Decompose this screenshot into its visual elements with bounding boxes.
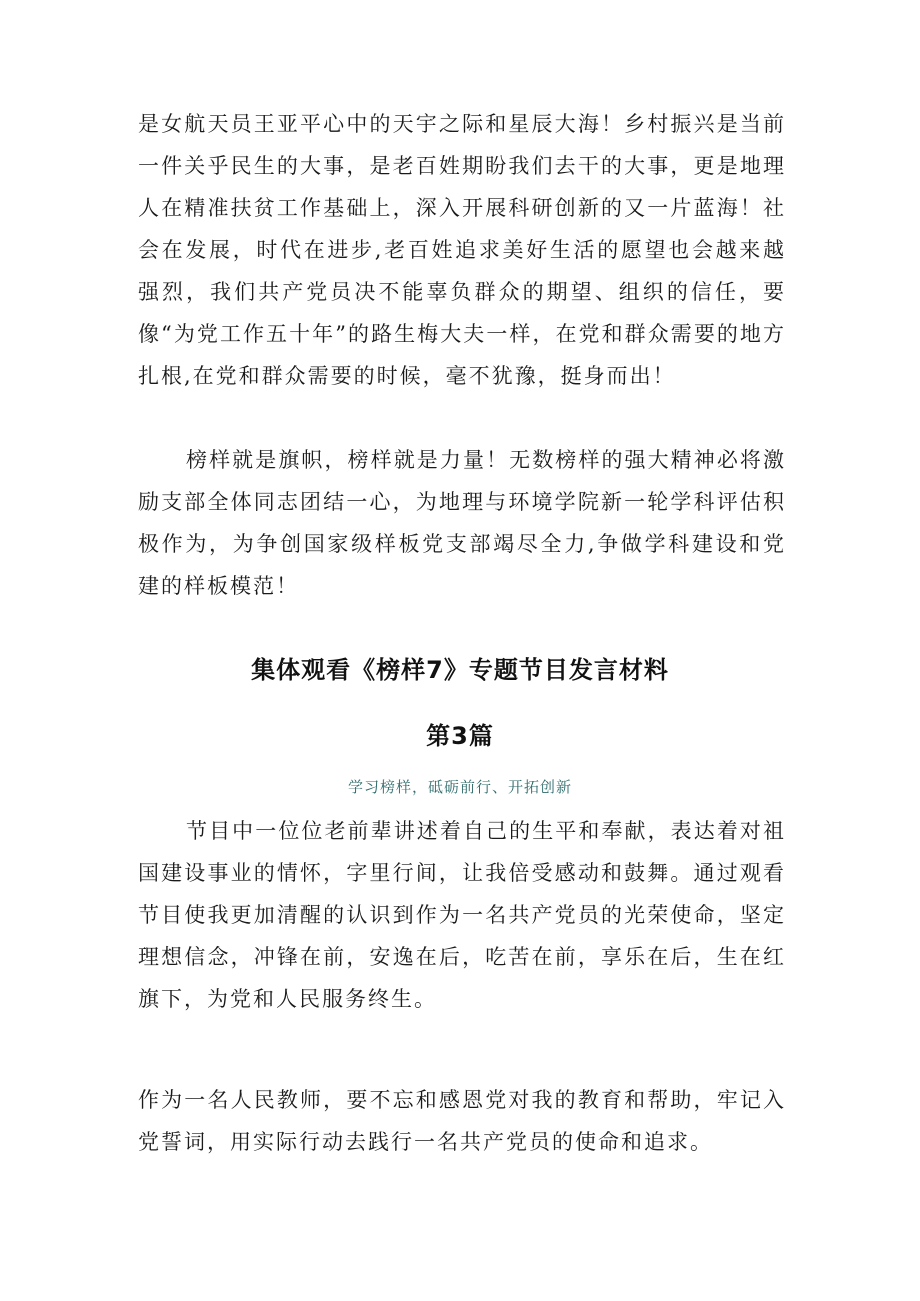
body-paragraph: 是女航天员王亚平心中的天宇之际和星辰大海！乡村振兴是当前一件关乎民生的大事，是老百姓期盼我们去干的大事，更是地理人在精准扶贫工作基础上，深入开展科研创新的又一片蓝海！社会在发展，时代在进步,老百姓追求美好生活的愿望也会越来越强烈，我们共产党员决不能辜负群众的期望、组织的信任，要像“为党工作五十年”的路生梅大夫一样，在党和群众需要的地方扎根,在党和群众需要的时候，毫不犹豫，挺身而出！ (138, 112, 786, 388)
body-paragraph: 节目中一位位老前辈讲述着自己的生平和奉献，表达着对祖国建设事业的情怀，字里行间，让我倍受感动和鼓舞。通过观看节目使我更加清醒的认识到作为一名共产党员的光荣使命，坚定理想信念，冲锋在前，安逸在后，吃苦在前，享乐在后，生在红旗下，为党和人民服务终生。 (138, 819, 786, 1011)
body-paragraph: 榜样就是旗帜，榜样就是力量！无数榜样的强大精神必将激励支部全体同志团结一心，为地理与环境学院新一轮学科评估积极作为，为争创国家级样板党支部竭尽全力,争做学科建设和党建的样板模范！ (138, 448, 786, 598)
section-number: 第3篇 (426, 722, 494, 750)
section-caption: 学习榜样，砥砺前行、开拓创新 (347, 778, 572, 796)
document-title: 集体观看《榜样7》专题节目发言材料 (251, 656, 669, 684)
body-paragraph: 作为一名人民教师，要不忘和感恩党对我的教育和帮助，牢记入党誓词，用实际行动去践行一名共产党员的使命和追求。 (138, 1088, 786, 1154)
